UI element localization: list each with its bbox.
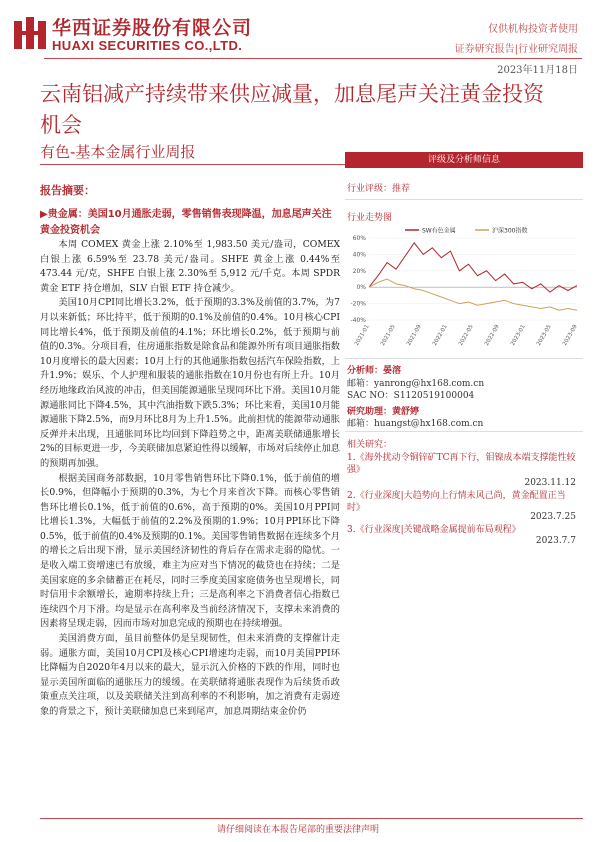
audience-note: 仅供机构投资者使用: [488, 24, 578, 35]
series-line: [369, 279, 577, 310]
huaxi-logo-icon: [14, 17, 46, 49]
y-tick-label: 0%: [356, 284, 366, 292]
analyst-email: 邮箱：yanrong@hx168.com.cn: [347, 379, 485, 389]
legend-label: 沪深300指数: [492, 227, 528, 235]
report-header: [0, 0, 596, 78]
analyst-name: 分析师：晏溶: [347, 366, 402, 376]
x-tick-label: 2021-01: [354, 324, 371, 347]
assistant-email: 邮箱：huangst@hx168.com.cn: [347, 419, 484, 429]
assistant-name: 研究助理：黄舒婷: [347, 407, 420, 417]
x-tick-label: 2023-09: [562, 324, 579, 347]
abstract-heading: 报告摘要：: [40, 184, 95, 197]
paragraph: 美国消费方面，虽目前整体仍是呈现韧性，但未来消费的支撑催计走弱。通胀方面，美国10月CPI及核心CPI增速均走弱，而10月美国PPI环比降幅为自2020年4月以来的最大，显示沉入价格的下跌的作用，同时也显示美国所面临的通胀压力的缓缓。在美联储将通胀表现作为后续货币政策重点关注项，以及美联储关注到高利率的不利影响，加之消费有走弱迹象的背景之下，预计美联储加息已来到尾声，加息周期结束金价仍: [40, 633, 340, 717]
analyst-sac-number: SAC NO：S1120519100004: [347, 391, 475, 401]
sidebar-heading: 评级及分析师信息: [345, 152, 583, 168]
paragraph: 本周 COMEX 黄金上涨 2.10%至 1,983.50 美元/盎司，COMEX 白银上涨 6.59%至 23.78 美元/盎司。SHFE 黄金上涨 0.44%至 473.44 元/克，SHFE 白银上涨 2.30%至 5,912 元/千克。本周 SPDR 黄金 ETF 持仓增加，SLV 白银 ETF 持仓减少。: [40, 239, 340, 294]
x-tick-label: 2021-09: [406, 324, 423, 347]
divider: [345, 431, 583, 432]
x-tick-label: 2022-05: [458, 324, 475, 347]
legal-footer: 请仔细阅读在本报告尾部的重要法律声明: [216, 825, 379, 835]
y-tick-label: 40%: [352, 251, 366, 259]
related-research-link[interactable]: 3.《行业深度|关键战略金属提前布局观程》: [347, 525, 521, 535]
x-tick-label: 2022-01: [432, 324, 449, 347]
report-subtitle: 有色-基本金属行业周报: [40, 143, 196, 161]
x-tick-label: 2023-05: [536, 324, 553, 347]
related-research-date: 2023.11.12: [524, 478, 576, 488]
x-tick-label: 2021-05: [380, 324, 397, 347]
company-name-cn: 华西证券股份有限公司: [52, 17, 253, 39]
divider: [345, 199, 583, 200]
related-research-date: 2023.7.7: [535, 536, 576, 546]
footer-divider: [40, 818, 583, 819]
paragraph: 美国10月CPI同比增长3.2%，低于预期的3.3%及前值的3.7%，为7月以来新低；环比持平，低于预期的0.1%及前值的0.4%。10月核心CPI同比增长4%，低于预期及前值的4.1%；环比增长0.2%，低于预期与前值的0.3%。分项目看，住房通胀指数是除食品和能源外所有项目通胀指数10月度增长的最大因素；10月上行的其他通胀指数包括汽车保险指数，上升1.9%；娱乐、个人护理和服装的通胀指数在10月份也有所上升。10月经历地缘政治风波的冲击，但美国能源通胀呈现同环比下滑。美国10月能源通胀同比下降4.5%，其中汽油指数下跌5.3%；环比来看，美国10月能源通胀下降2.5%，而9月环比8月为上升1.5%。此前担忧的能源带动通胀反弹并未出现，且通胀同环比均回到下降趋势之中，距离美联储通胀增长2%的目标更进一步，今美联储加息紧迫性得以缓解，市场对后续停止加息的预期再加强。: [40, 297, 340, 469]
report-body: [40, 238, 340, 720]
x-tick-label: 2022-09: [484, 324, 501, 347]
industry-trend-chart: [345, 224, 583, 354]
y-tick-label: -20%: [350, 300, 366, 308]
y-tick-label: 20%: [352, 267, 366, 275]
section-heading: ▶贵金属：美国10月通胀走弱，零售销售表现降温，加息尾声关注黄金投资机会: [40, 209, 332, 236]
legend-label: SW有色金属: [422, 227, 456, 235]
report-type-note: 证券研究报告|行业研究周报: [454, 44, 578, 55]
divider: [345, 358, 583, 359]
x-tick-label: 2023-01: [510, 324, 527, 347]
report-date: 2023年11月18日: [497, 65, 578, 76]
related-research-link[interactable]: 1.《海外扰动令铜锌矿TC再下行，钼镍成本端支撑能性较强》: [347, 453, 576, 475]
y-tick-label: -40%: [350, 317, 366, 324]
related-research-link[interactable]: 2.《行业深度|大趋势向上行情未风己尚，黄金配置正当时》: [347, 491, 566, 513]
industry-rating: 行业评级：推荐: [347, 184, 411, 194]
y-tick-label: 60%: [352, 235, 366, 242]
paragraph: 根据美国商务部数据，10月零售销售环比下降0.1%，低于前值的增长0.9%，但降幅小于预期的0.3%，为七个月来首次下降。而核心零售销售环比增长0.1%，低于前值的0.6%，高于预期的0%。美国10月PPI同比增长1.3%，大幅低于前值的2.2%及预期的1.9%；10月PPI环比下降0.5%，低于前值的0.4%及预期的0.1%。美国零售销售数据在连续多个月的增长之后出现下滑，显示美国经济韧性的背后存在需求走弱的隐忧。一是收入端工资增速已有放缓，难主为应对当下情况的截贷也在持续；二是美国家庭的多余储蓄正在耗尽，同时三季度美国家庭债务也呈现增长，同时信用卡余额增长，逾期率持续上升；三是高利率之下消费者信心指数已连续四个月下滑。均是显示在高利率及当前经济情况下，支撑未来消费的因素将呈现走弱，因而市场对加息完成的预期也在持续增强。: [40, 472, 340, 630]
subtitle-divider: [40, 164, 345, 165]
header-divider: [44, 58, 582, 59]
company-name-en: HUAXI SECURITIES CO.,LTD.: [52, 38, 243, 53]
related-research-date: 2023.7.25: [530, 512, 576, 522]
report-title: 云南铝减产持续带来供应减量，加息尾声关注黄金投资机会: [40, 82, 544, 137]
related-research-heading: 相关研究：: [347, 440, 393, 450]
trend-chart-title: 行业走势图: [347, 213, 393, 223]
